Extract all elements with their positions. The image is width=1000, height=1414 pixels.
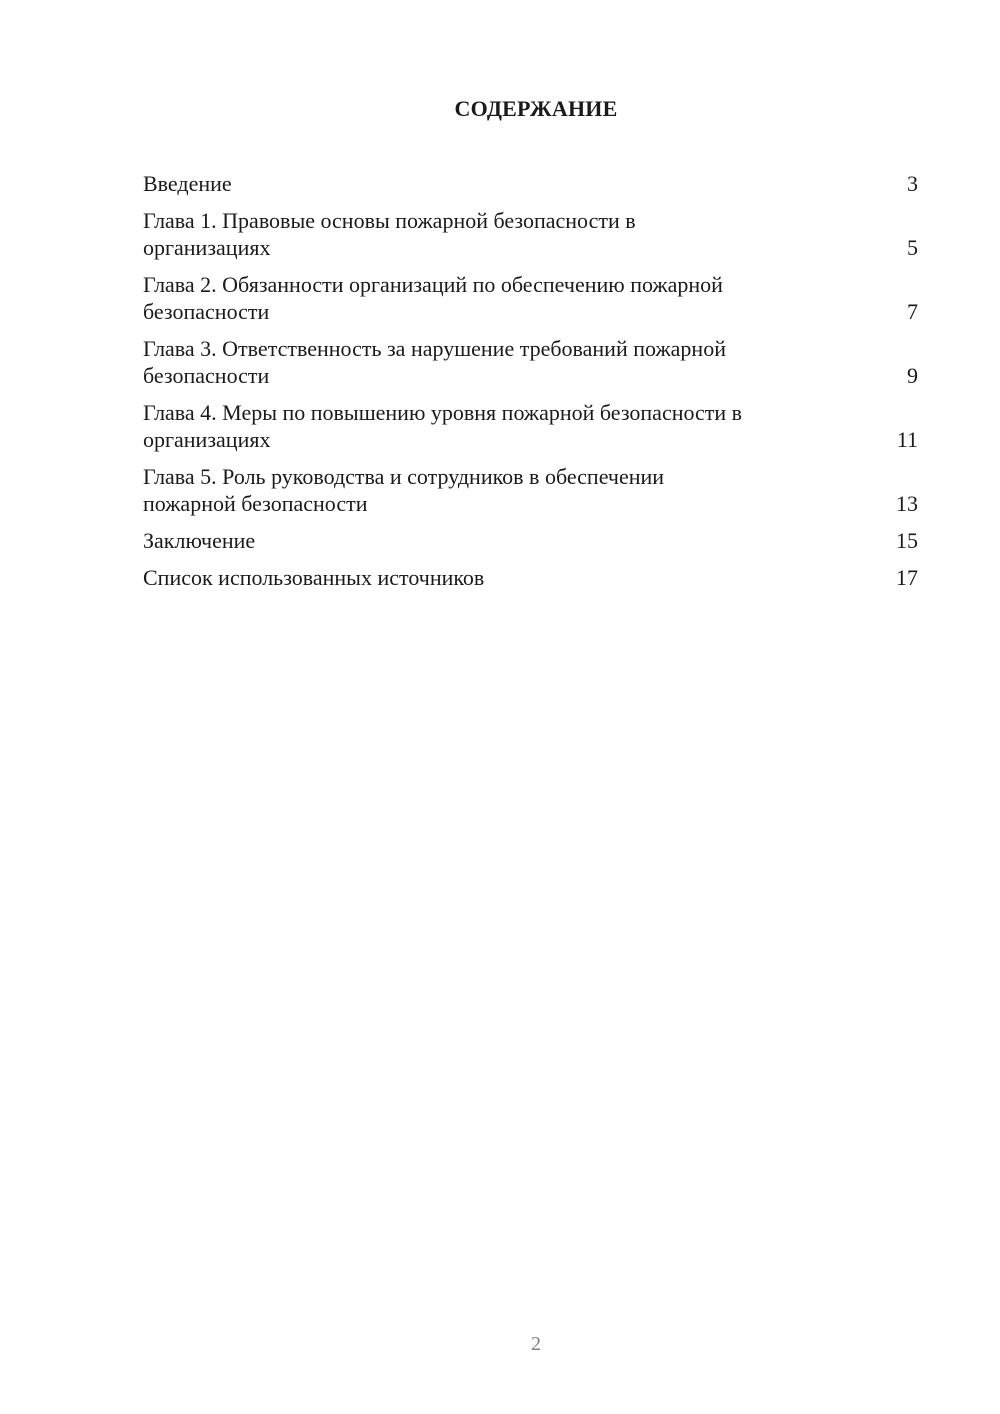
toc-entry-conclusion	[143, 527, 918, 554]
toc-entry-label: Введение	[143, 171, 232, 196]
page-number: 2	[531, 1333, 541, 1355]
toc-entry-page: 13	[896, 491, 918, 516]
toc-entry-page: 17	[896, 565, 918, 590]
toc-entry-chapter-3	[143, 335, 918, 389]
table-of-contents	[143, 170, 918, 601]
toc-entry-introduction	[143, 170, 918, 197]
toc-entry-page: 9	[907, 363, 918, 388]
toc-entry-page: 11	[896, 427, 918, 452]
toc-entry-chapter-1	[143, 207, 918, 261]
toc-entry-page: 7	[907, 299, 918, 324]
toc-entry-label: Глава 5. Роль руководства и сотрудников в обеспечении пожарной безопасности	[143, 464, 665, 516]
toc-entry-chapter-4	[143, 399, 918, 453]
toc-entry-label: Список использованных источников	[143, 565, 485, 590]
toc-entry-label: Глава 3. Ответственность за нарушение требований пожарной безопасности	[143, 336, 726, 388]
toc-entry-page: 3	[907, 171, 918, 196]
toc-title: СОДЕРЖАНИЕ	[454, 96, 618, 121]
toc-entry-references	[143, 564, 918, 591]
toc-entry-page: 15	[896, 528, 918, 553]
toc-entry-label: Глава 4. Меры по повышению уровня пожарной безопасности в организациях	[143, 400, 743, 452]
toc-entry-label: Глава 2. Обязанности организаций по обеспечению пожарной безопасности	[143, 272, 723, 324]
toc-entry-chapter-2	[143, 271, 918, 325]
toc-entry-label: Глава 1. Правовые основы пожарной безопасности в организациях	[143, 208, 636, 260]
toc-entry-chapter-5	[143, 463, 918, 517]
toc-entry-label: Заключение	[143, 528, 256, 553]
toc-entry-page: 5	[907, 235, 918, 260]
